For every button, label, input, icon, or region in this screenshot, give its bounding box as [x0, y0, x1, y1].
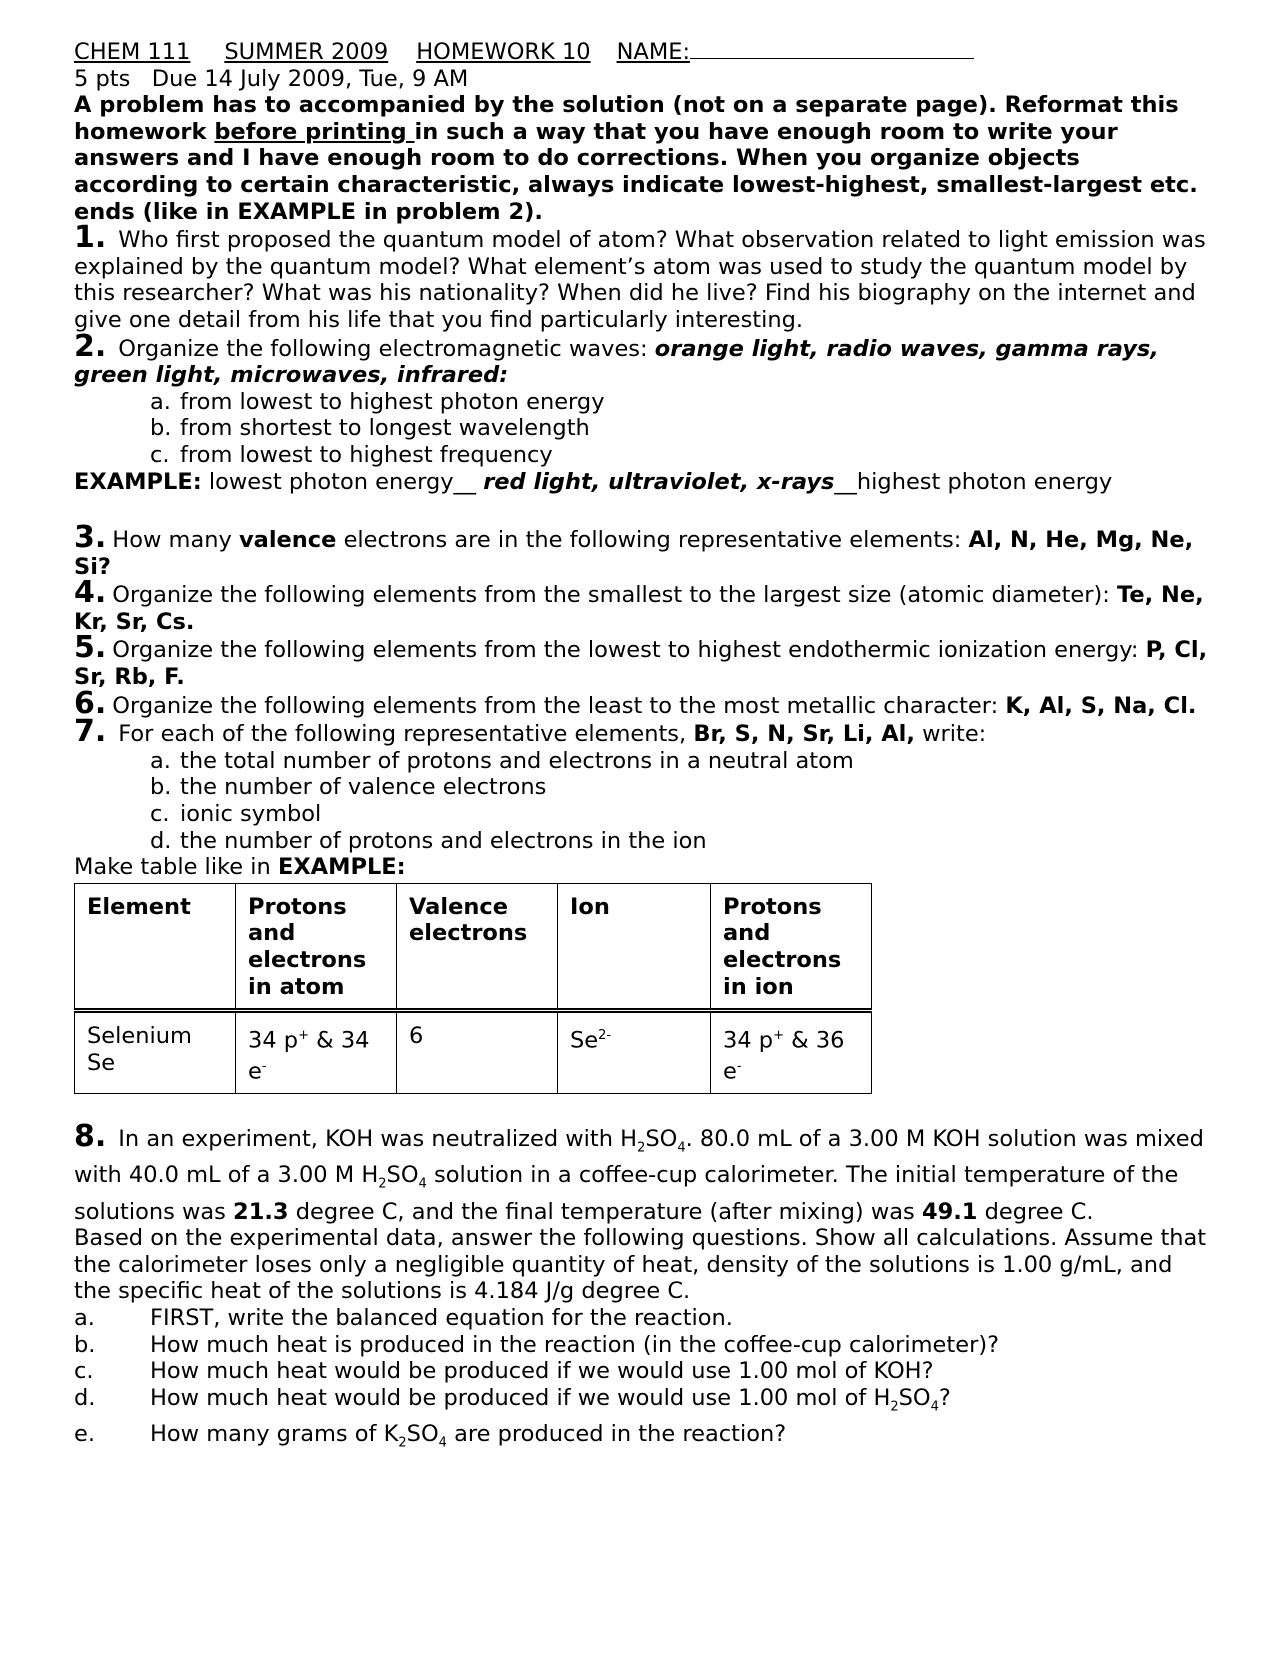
element-symbol: Se	[87, 1049, 116, 1076]
sub-letter: a.	[150, 747, 171, 774]
sub-text: from shortest to longest wavelength	[180, 415, 590, 442]
sub-text: SO	[898, 1384, 931, 1411]
question-number: 1.	[74, 220, 107, 256]
sub-text: the number of valence electrons	[180, 774, 547, 801]
question-text: In an experiment, KOH was neutralized with H	[118, 1126, 638, 1153]
sub-letter: e.	[74, 1420, 95, 1447]
question-2-subitems	[74, 389, 1210, 469]
sub-letter: c.	[150, 441, 170, 468]
table-header-cell: Valence electrons	[397, 883, 558, 1010]
initial-temperature: 21.3	[233, 1198, 289, 1225]
name-label: NAME:	[616, 39, 691, 65]
question-text: degree C, and the final temperature (after mixing) was	[288, 1198, 922, 1225]
question-2	[74, 328, 1210, 389]
question-number: 6.	[74, 685, 107, 721]
element-name: Selenium	[87, 1023, 192, 1050]
question-text: Organize the following electromagnetic waves:	[118, 335, 655, 362]
sub-text: How many grams of K	[150, 1420, 399, 1447]
question-items: Br, S, N, Sr, Li, Al,	[693, 721, 915, 748]
superscript: 2-	[598, 1028, 612, 1044]
example-items: red light, ultraviolet, x-rays	[483, 468, 835, 495]
sub-letter: c.	[150, 801, 170, 828]
assignment-title: HOMEWORK 10	[416, 39, 591, 65]
table-intro-bold: EXAMPLE:	[277, 854, 406, 881]
question-text: Organize the following elements from the smallest to the largest size (atomic diameter):	[112, 582, 1117, 609]
question-number: 7.	[74, 714, 107, 750]
example-line	[74, 469, 1210, 496]
question-4	[74, 575, 1210, 635]
instructions-text-1: A problem has to accompanied by the solution (not on a separate page). Reformat this homework	[74, 92, 1179, 145]
subscript: 2	[637, 1140, 646, 1156]
question-bold: valence	[238, 527, 337, 554]
sub-letter: d.	[74, 1384, 96, 1411]
sub-text: ?	[938, 1384, 951, 1411]
superscript: -	[261, 1059, 267, 1075]
question-text: electrons are in the following representative elements:	[336, 527, 969, 554]
table-cell-valence: 6	[397, 1011, 558, 1094]
sub-item	[74, 1358, 1210, 1385]
question-number: 3.	[74, 520, 107, 556]
sub-text: SO	[406, 1420, 439, 1447]
sub-letter: d.	[150, 827, 172, 854]
question-8-instructions: Based on the experimental data, answer the following questions. Show all calculations. Assume that the calorimeter loses only a negligible quantity of heat, density of the solutions is 1.00 g/mL, and the specific heat of the solutions is 4.184 J/g degree C.	[74, 1225, 1207, 1305]
question-text: SO	[645, 1126, 678, 1153]
question-text: Organize the following elements from the lowest to highest endothermic ionization energy:	[112, 637, 1146, 664]
question-number: 5.	[74, 630, 107, 666]
table-cell-element	[75, 1011, 236, 1094]
table-header-cell: Protons and electrons in ion	[711, 883, 872, 1010]
subscript: 4	[677, 1140, 686, 1156]
table-cell-atom	[236, 1011, 397, 1094]
sub-text: are produced in the reaction?	[446, 1420, 787, 1447]
sub-item	[74, 1332, 1210, 1359]
question-7	[74, 714, 1210, 750]
question-number: 4.	[74, 575, 107, 611]
question-1	[74, 220, 1210, 333]
sub-text: ionic symbol	[180, 801, 322, 828]
example-start: lowest photon energy__	[201, 468, 484, 495]
question-text: SO	[386, 1162, 419, 1189]
table-row	[75, 1011, 872, 1094]
question-text: Organize the following elements from the least to the most metallic character:	[112, 692, 1006, 719]
question-items: Al, N, He, Mg, Ne, Si?	[74, 527, 1194, 580]
superscript: +	[298, 1028, 309, 1044]
atom-protons: 34 p	[248, 1027, 299, 1054]
subscript: 2	[398, 1435, 407, 1451]
sub-letter: b.	[150, 415, 172, 442]
subscript: 4	[930, 1399, 939, 1415]
ion-protons: 34 p	[723, 1027, 774, 1054]
atom-electrons: & 34 e	[248, 1027, 370, 1085]
example-label: EXAMPLE:	[74, 468, 202, 495]
subscript: 4	[418, 1176, 427, 1192]
sub-letter: b.	[150, 774, 172, 801]
question-5	[74, 630, 1210, 691]
question-text: How many	[112, 527, 239, 554]
table-cell-ion-particles	[711, 1011, 872, 1094]
sub-letter: a.	[74, 1304, 95, 1331]
superscript: -	[736, 1059, 742, 1075]
table-header-row	[75, 883, 872, 1010]
question-number: 8.	[74, 1119, 107, 1155]
sub-item	[150, 415, 1210, 442]
sub-item	[74, 1385, 1210, 1421]
question-items: P, Cl, Sr, Rb, F.	[74, 637, 1208, 691]
question-7-subitems	[74, 748, 1210, 854]
sub-item	[150, 389, 1210, 416]
question-text: For each of the following representative elements,	[118, 721, 694, 748]
instructions-text-2: in such a way that you have enough room to write your answers and I have enough room to do corrections. When you organize objects according to certain characteristic, always indicate lowest-highest, smallest-largest etc. ends (like in EXAMPLE in problem 2).	[74, 118, 1198, 225]
subscript: 2	[890, 1399, 899, 1415]
sub-text: from lowest to highest frequency	[180, 441, 553, 468]
sub-text: the total number of protons and electrons in a neutral atom	[180, 747, 854, 774]
sub-item	[74, 1305, 1210, 1332]
sub-text: How much heat would be produced if we would use 1.00 mol of KOH?	[150, 1358, 934, 1385]
term: SUMMER 2009	[224, 39, 389, 65]
homework-page	[74, 36, 1210, 1457]
table-header-cell: Element	[75, 883, 236, 1010]
table-header-cell: Protons and electrons in atom	[236, 883, 397, 1010]
sub-letter: c.	[74, 1358, 94, 1385]
question-text: write:	[914, 721, 987, 748]
sub-text: How much heat is produced in the reaction (in the coffee-cup calorimeter)?	[150, 1331, 1000, 1358]
table-intro-text: Make table like in	[74, 854, 278, 881]
sub-item	[150, 801, 1210, 828]
sub-item	[150, 442, 1210, 469]
sub-item	[150, 774, 1210, 801]
sub-text: from lowest to highest photon energy	[180, 388, 605, 415]
sub-item	[150, 828, 1210, 855]
sub-letter: b.	[74, 1331, 96, 1358]
header-line	[74, 36, 1210, 66]
table-intro	[74, 854, 1210, 881]
question-items: K, Al, S, Na, Cl.	[1005, 692, 1197, 719]
question-text: . 80.0 mL of a 3.00 M KOH solution was mixed with 40.0 mL of a 3.00 M H	[74, 1126, 1204, 1189]
example-end: __highest photon energy	[834, 468, 1113, 495]
question-items: Te, Ne, Kr, Sr, Cs.	[74, 582, 1204, 635]
question-text: solution in a coffee-cup calorimeter. The initial temperature of the solutions was	[74, 1162, 1179, 1225]
table-header-cell: Ion	[558, 883, 711, 1010]
sub-text: How much heat would be produced if we would use 1.00 mol of H	[150, 1384, 891, 1411]
sub-item	[150, 748, 1210, 775]
example-table	[74, 883, 872, 1095]
question-8-subitems	[74, 1305, 1210, 1457]
name-field[interactable]	[690, 36, 974, 59]
question-6	[74, 685, 1210, 721]
question-3	[74, 520, 1210, 580]
question-number: 2.	[74, 328, 107, 364]
ion-electrons: & 36 e	[723, 1027, 845, 1085]
ion-symbol: Se	[570, 1027, 599, 1054]
sub-text: the number of protons and electrons in the ion	[180, 827, 707, 854]
points-due: 5 pts Due 14 July 2009, Tue, 9 AM	[74, 65, 469, 92]
course-code: CHEM 111	[74, 39, 191, 65]
superscript: +	[773, 1028, 784, 1044]
final-temperature: 49.1	[921, 1198, 978, 1225]
question-text: degree C.	[977, 1198, 1094, 1225]
sub-text: FIRST, write the balanced equation for the reaction.	[150, 1304, 733, 1331]
sub-letter: a.	[150, 388, 171, 415]
question-8	[74, 1119, 1210, 1225]
subscript: 2	[378, 1176, 387, 1192]
table-cell-ion	[558, 1011, 711, 1094]
instructions-underlined: before printing	[214, 118, 415, 145]
subscript: 4	[438, 1435, 447, 1451]
question-text: Who first proposed the quantum model of atom? What observation related to light emission was explained by the quantum model? What element’s atom was used to study the quantum model by this researcher? What was his nationality? When did he live? Find his biography on the internet and give one detail from his life that you find particularly interesting.	[74, 227, 1206, 333]
sub-item	[74, 1421, 1210, 1457]
instructions	[74, 92, 1210, 225]
question-items: orange light, radio waves, gamma rays, green light, microwaves, infrared:	[74, 335, 1159, 389]
